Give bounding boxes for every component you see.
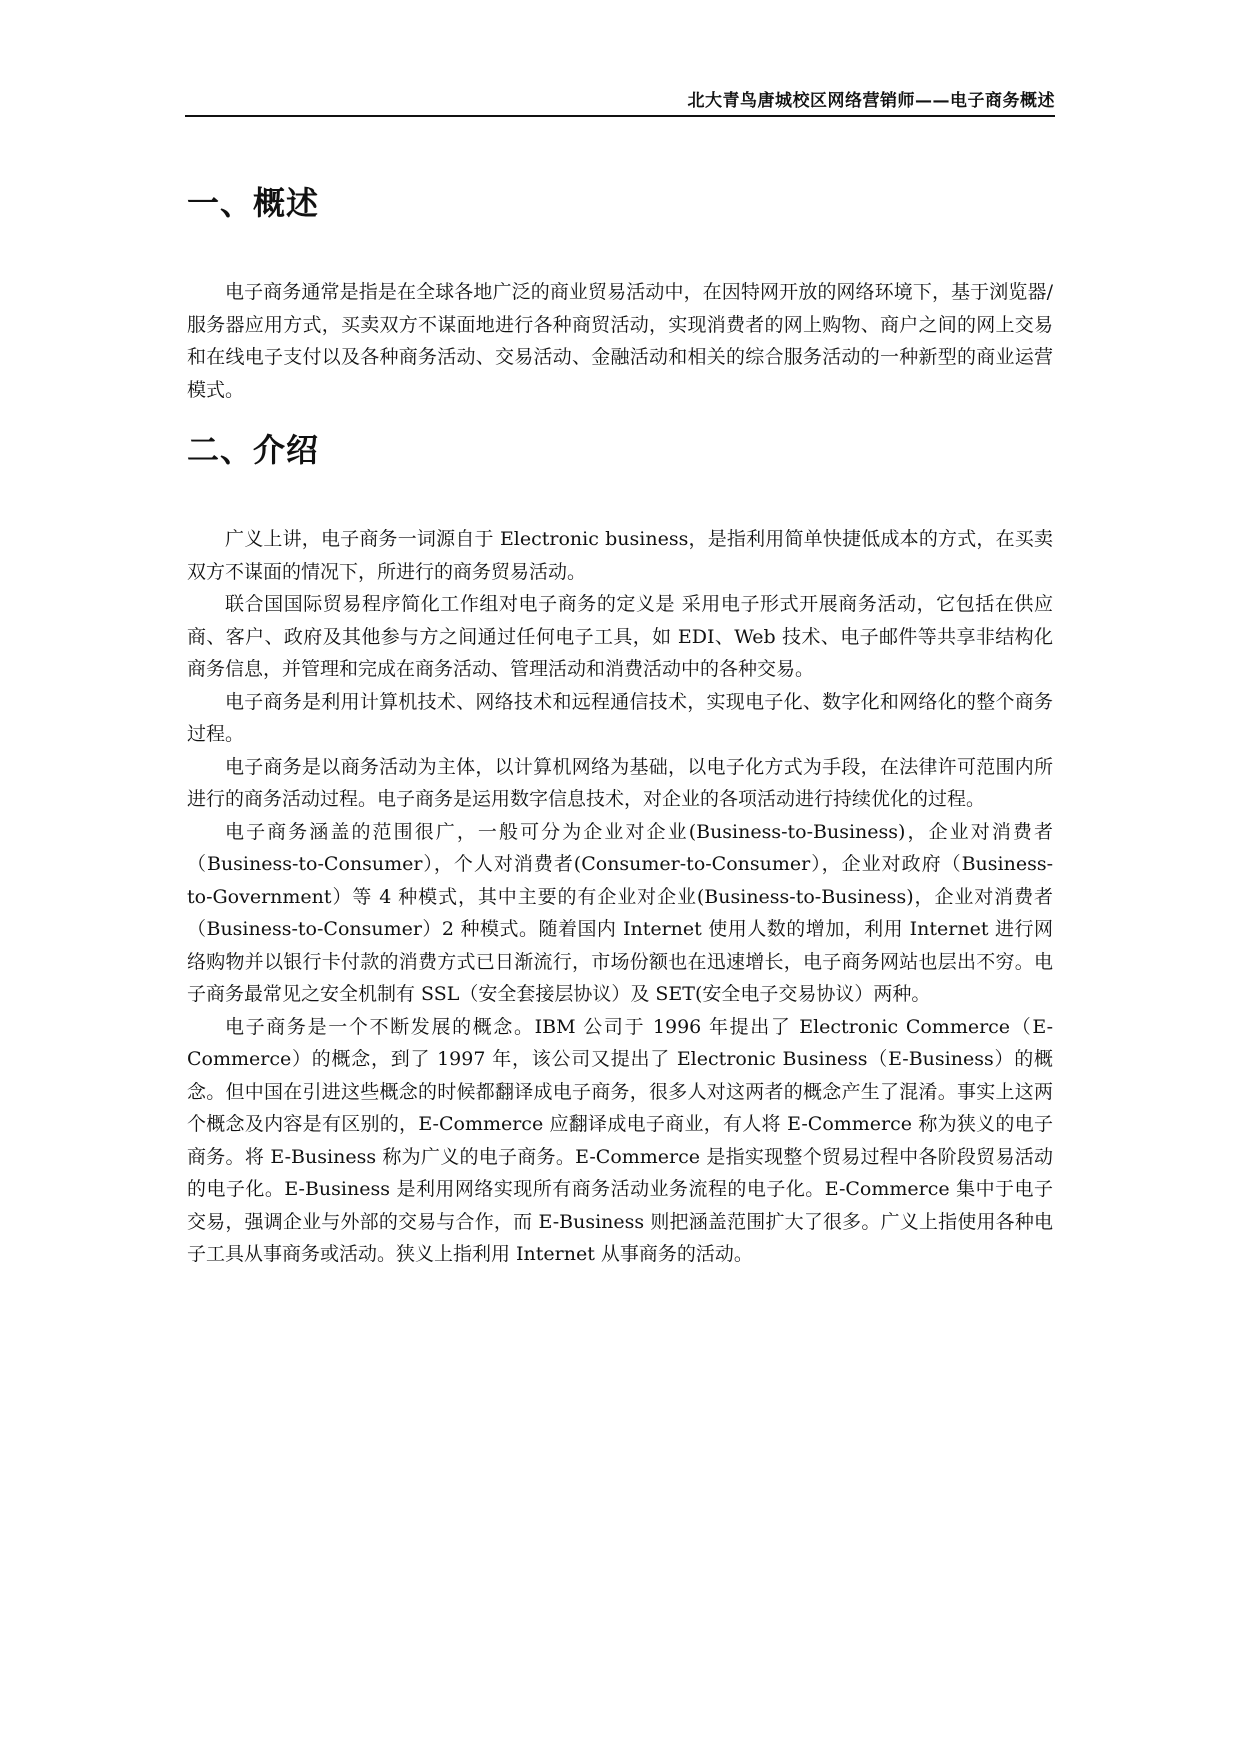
paragraph: 电子商务是利用计算机技术、网络技术和远程通信技术，实现电子化、数字化和网络化的整个商务过程。 [187,690,1053,745]
paragraph: 联合国国际贸易程序简化工作组对电子商务的定义是 采用电子形式开展商务活动，它包括在供应商、客户、政府及其他参与方之间通过任何电子工具，如 EDI、Web 技术、电子邮件等共享非结构化商务信息，并管理和完成在商务活动、管理活动和消费活动中的各种交易。 [187,593,1053,680]
section-body [187,276,1053,406]
section-overview [187,183,1053,406]
section-heading: 二、介绍 [187,431,320,469]
section-heading: 一、概述 [187,184,320,222]
paragraph: 电子商务是以商务活动为主体，以计算机网络为基础，以电子化方式为手段，在法律许可范围内所进行的商务活动过程。电子商务是运用数字信息技术，对企业的各项活动进行持续优化的过程。 [187,755,1053,810]
header-rule [185,115,1055,117]
paragraph: 电子商务通常是指是在全球各地广泛的商业贸易活动中，在因特网开放的网络环境下，基于浏览器/服务器应用方式，买卖双方不谋面地进行各种商贸活动，实现消费者的网上购物、商户之间的网上交易和在线电子支付以及各种商务活动、交易活动、金融活动和相关的综合服务活动的一种新型的商业运营模式。 [187,281,1053,401]
section-introduction [187,430,1053,1271]
section-body [187,523,1053,1271]
running-header: 北大青鸟唐城校区网络营销师——电子商务概述 [687,91,1055,111]
paragraph: 电子商务是一个不断发展的概念。IBM 公司于 1996 年提出了 Electronic Commerce（E-Commerce）的概念，到了 1997 年，该公司又提出了 Electronic Business（E-Business）的概念。但中国在引进这些概念的时候都翻译成电子商务，很多人对这两者的概念产生了混淆。事实上这两个概念及内容是有区别的，E-Commerce 应翻译成电子商业，有人将 E-Commerce 称为狭义的电子商务。将 E-Business 称为广义的电子商务。E-Commerce 是指实现整个贸易过程中各阶段贸易活动的电子化。E-Business 是利用网络实现所有商务活动业务流程的电子化。E-Commerce 集中于电子交易，强调企业与外部的交易与合作，而 E-Business 则把涵盖范围扩大了很多。广义上指使用各种电子工具从事商务或活动。狭义上指利用 Internet 从事商务的活动。 [187,1015,1053,1265]
paragraph: 广义上讲，电子商务一词源自于 Electronic business，是指利用简单快捷低成本的方式，在买卖双方不谋面的情况下，所进行的商务贸易活动。 [187,528,1053,583]
paragraph: 电子商务涵盖的范围很广，一般可分为企业对企业(Business-to-Business)，企业对消费者（Business-to-Consumer），个人对消费者(Consumer-to-Consumer），企业对政府（Business-to-Government）等 4 种模式，其中主要的有企业对企业(Business-to-Business)，企业对消费者（Business-to-Consumer）2 种模式。随着国内 Internet 使用人数的增加，利用 Internet 进行网络购物并以银行卡付款的消费方式已日渐流行，市场份额也在迅速增长，电子商务网站也层出不穷。电子商务最常见之安全机制有 SSL（安全套接层协议）及 SET(安全电子交易协议）两种。 [187,820,1053,1005]
